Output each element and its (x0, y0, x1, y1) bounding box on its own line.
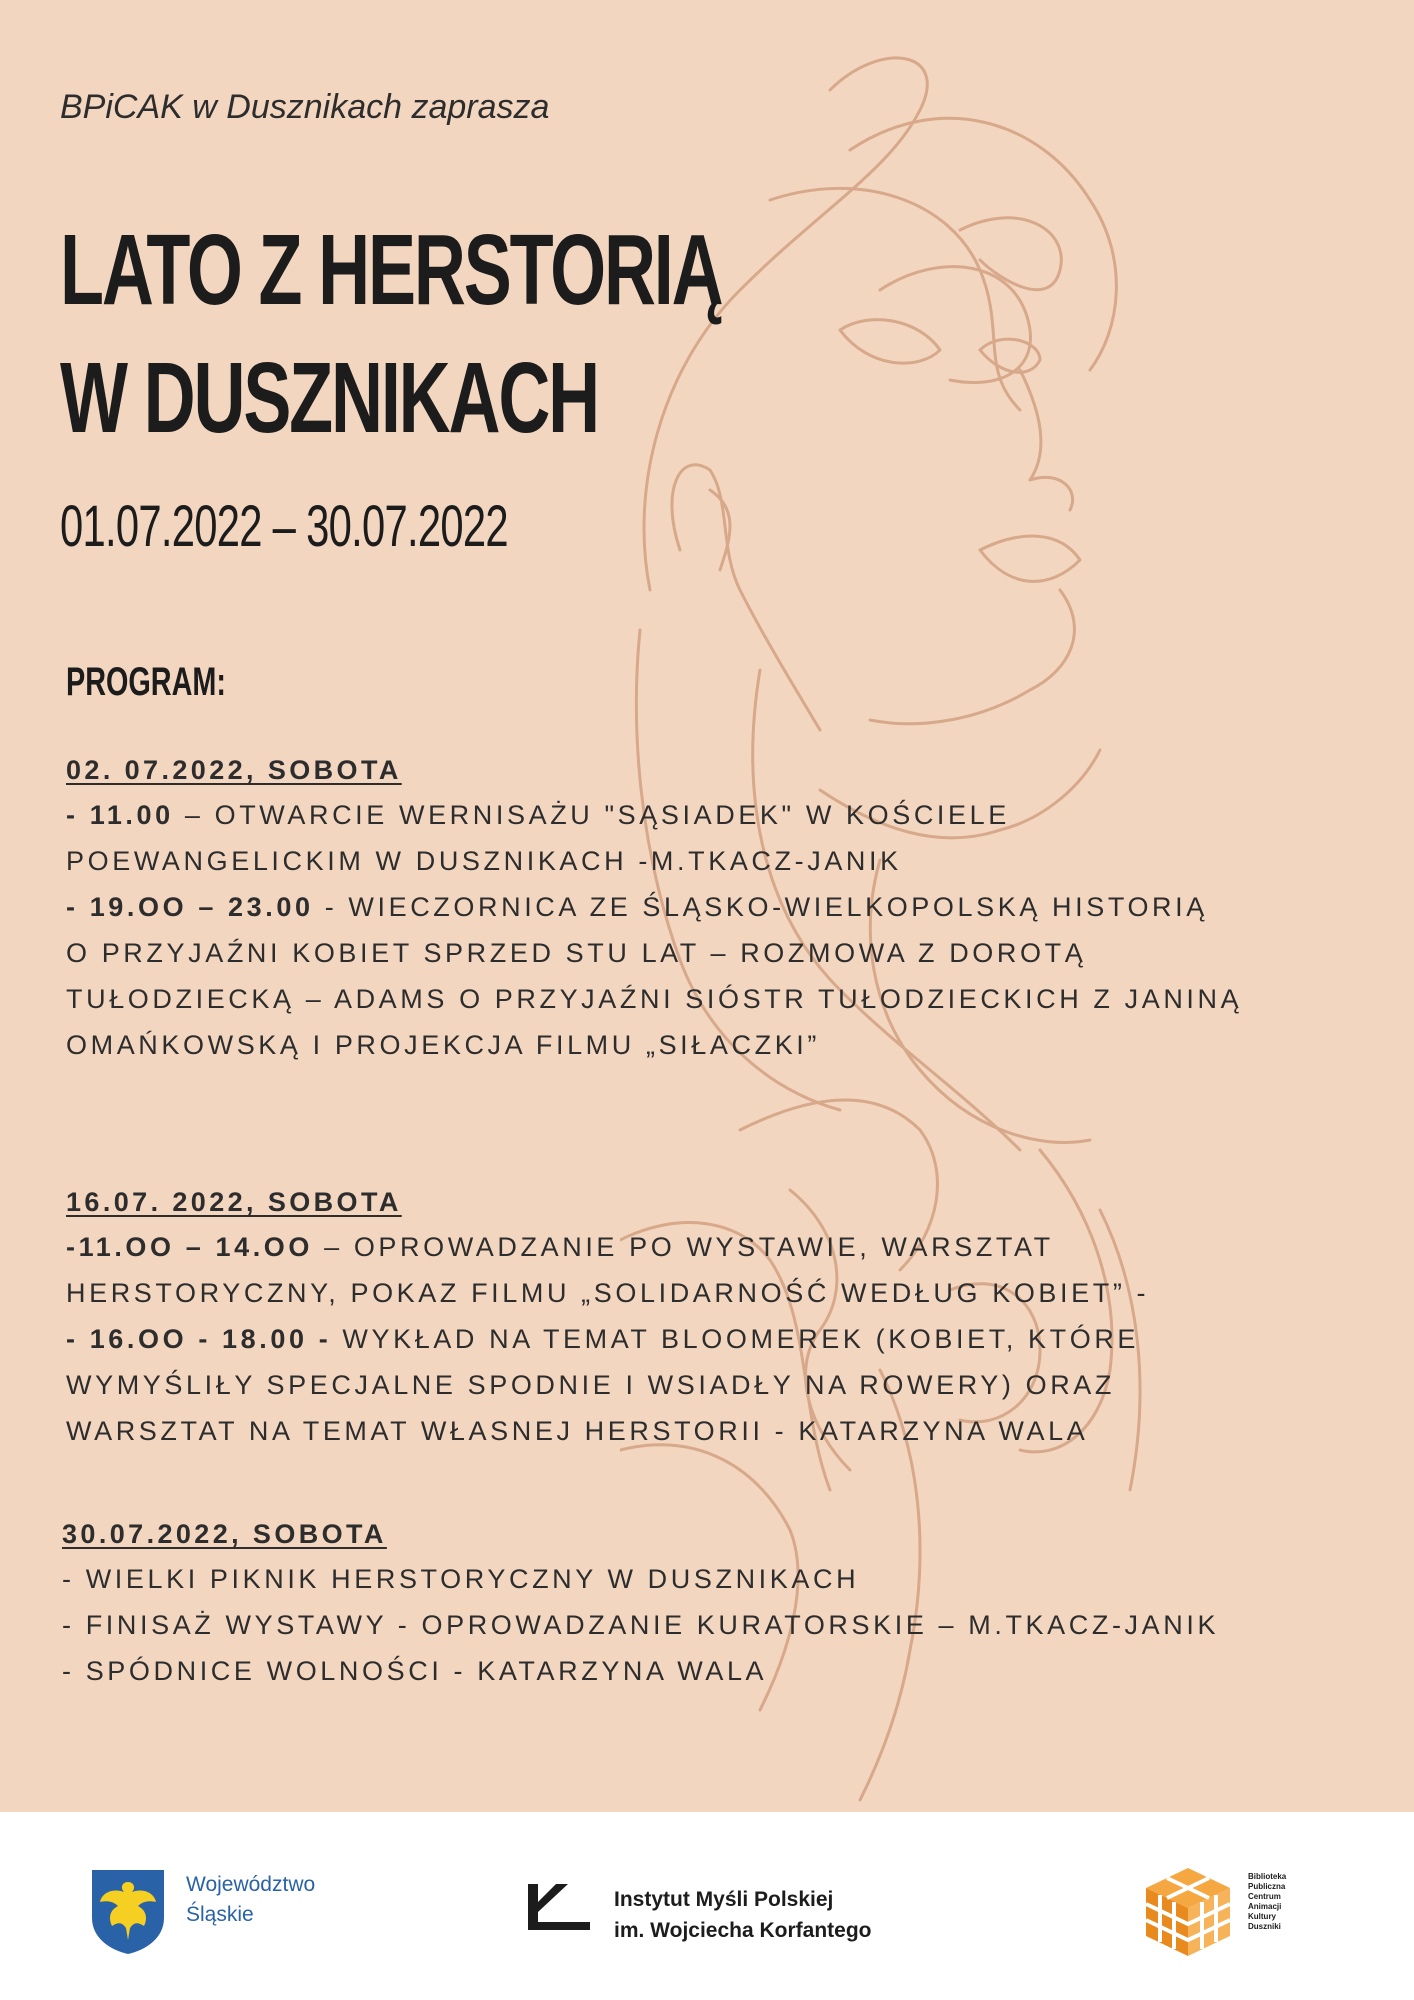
event-text: - WIECZORNICA ZE ŚLĄSKO-WIELKOPOLSKĄ HISTORIĄ (313, 892, 1208, 922)
program-line: WARSZTAT NA TEMAT WŁASNEJ HERSTORII - KATARZYNA WALA (66, 1416, 1089, 1446)
title-line-2: W DUSZNIKACH (60, 342, 599, 454)
day-heading: 02. 07.2022, SOBOTA (66, 755, 402, 785)
program-line (66, 1224, 1366, 1270)
imp-line-2: im. Wojciecha Korfantego (614, 1919, 872, 1942)
imp-line-1: Instytut Myśli Polskiej (614, 1888, 834, 1911)
sponsor-footer (0, 1812, 1414, 2000)
imp-k-logo-icon (524, 1880, 594, 1934)
program-day-1 (66, 748, 1366, 1068)
bp-line: Kultury (1248, 1912, 1276, 1921)
program-line (66, 792, 1366, 838)
time-range: - 19.OO – 23.00 (66, 892, 314, 922)
program-line: O PRZYJAŹNI KOBIET SPRZED STU LAT – ROZMOWA Z DOROTĄ (66, 938, 1087, 968)
intro-text: BPiCAK w Dusznikach zaprasza (60, 88, 550, 126)
event-text: WYKŁAD NA TEMAT BLOOMEREK (KOBIET, KTÓRE (331, 1324, 1140, 1354)
bp-line: Animacji (1248, 1902, 1282, 1911)
bpcak-logo-text (1248, 1872, 1286, 1932)
program-label: PROGRAM: (66, 660, 226, 704)
day-heading: 30.07.2022, SOBOTA (62, 1519, 387, 1549)
event-text: – OTWARCIE WERNISAŻU "SĄSIADEK" W KOŚCIELE (173, 800, 1010, 830)
program-day-3 (62, 1512, 1362, 1694)
program-line: OMAŃKOWSKĄ I PROJEKCJA FILMU „SIŁACZKI” (66, 1030, 820, 1060)
time-range: - 11.00 (66, 800, 174, 830)
bpcak-cube-logo-icon (1138, 1862, 1238, 1962)
program-line (66, 1316, 1366, 1362)
bp-line: Biblioteka (1248, 1872, 1287, 1881)
slaskie-line-2: Śląskie (186, 1903, 254, 1926)
bp-line: Duszniki (1248, 1922, 1281, 1931)
event-dates: 01.07.2022 – 30.07.2022 (60, 494, 508, 559)
event-text: – OPROWADZANIE PO WYSTAWIE, WARSZTAT (313, 1232, 1054, 1262)
program-line: POEWANGELICKIM W DUSZNIKACH -M.TKACZ-JANIK (66, 846, 902, 876)
title-line-1: LATO Z HERSTORIĄ (60, 214, 722, 326)
program-line: - FINISAŻ WYSTAWY - OPROWADZANIE KURATORSKIE – M.TKACZ-JANIK (62, 1610, 1220, 1640)
bp-line: Centrum (1248, 1892, 1281, 1901)
program-line: TUŁODZIECKĄ – ADAMS O PRZYJAŹNI SIÓSTR TUŁODZIECKICH Z JANINĄ (66, 984, 1243, 1014)
day-heading: 16.07. 2022, SOBOTA (66, 1187, 402, 1217)
program-line: - WIELKI PIKNIK HERSTORYCZNY W DUSZNIKACH (62, 1564, 860, 1594)
time-range: -11.OO – 14.OO (66, 1232, 313, 1262)
program-line (66, 884, 1366, 930)
slaskie-eagle-icon (88, 1866, 168, 1956)
slaskie-line-1: Województwo (186, 1873, 316, 1896)
bp-line: Publiczna (1248, 1882, 1286, 1891)
program-line: WYMYŚLIŁY SPECJALNE SPODNIE I WSIADŁY NA ROWERY) ORAZ (66, 1370, 1116, 1400)
program-line: HERSTORYCZNY, POKAZ FILMU „SOLIDARNOŚĆ WEDŁUG KOBIET” - (66, 1278, 1150, 1308)
page-title (60, 206, 721, 462)
slaskie-logo-text (186, 1870, 315, 1930)
program-line: - SPÓDNICE WOLNOŚCI - KATARZYNA WALA (62, 1656, 768, 1686)
imp-logo-text (614, 1884, 872, 1946)
time-range: - 16.OO - 18.00 - (66, 1324, 332, 1354)
program-day-2 (66, 1180, 1366, 1454)
